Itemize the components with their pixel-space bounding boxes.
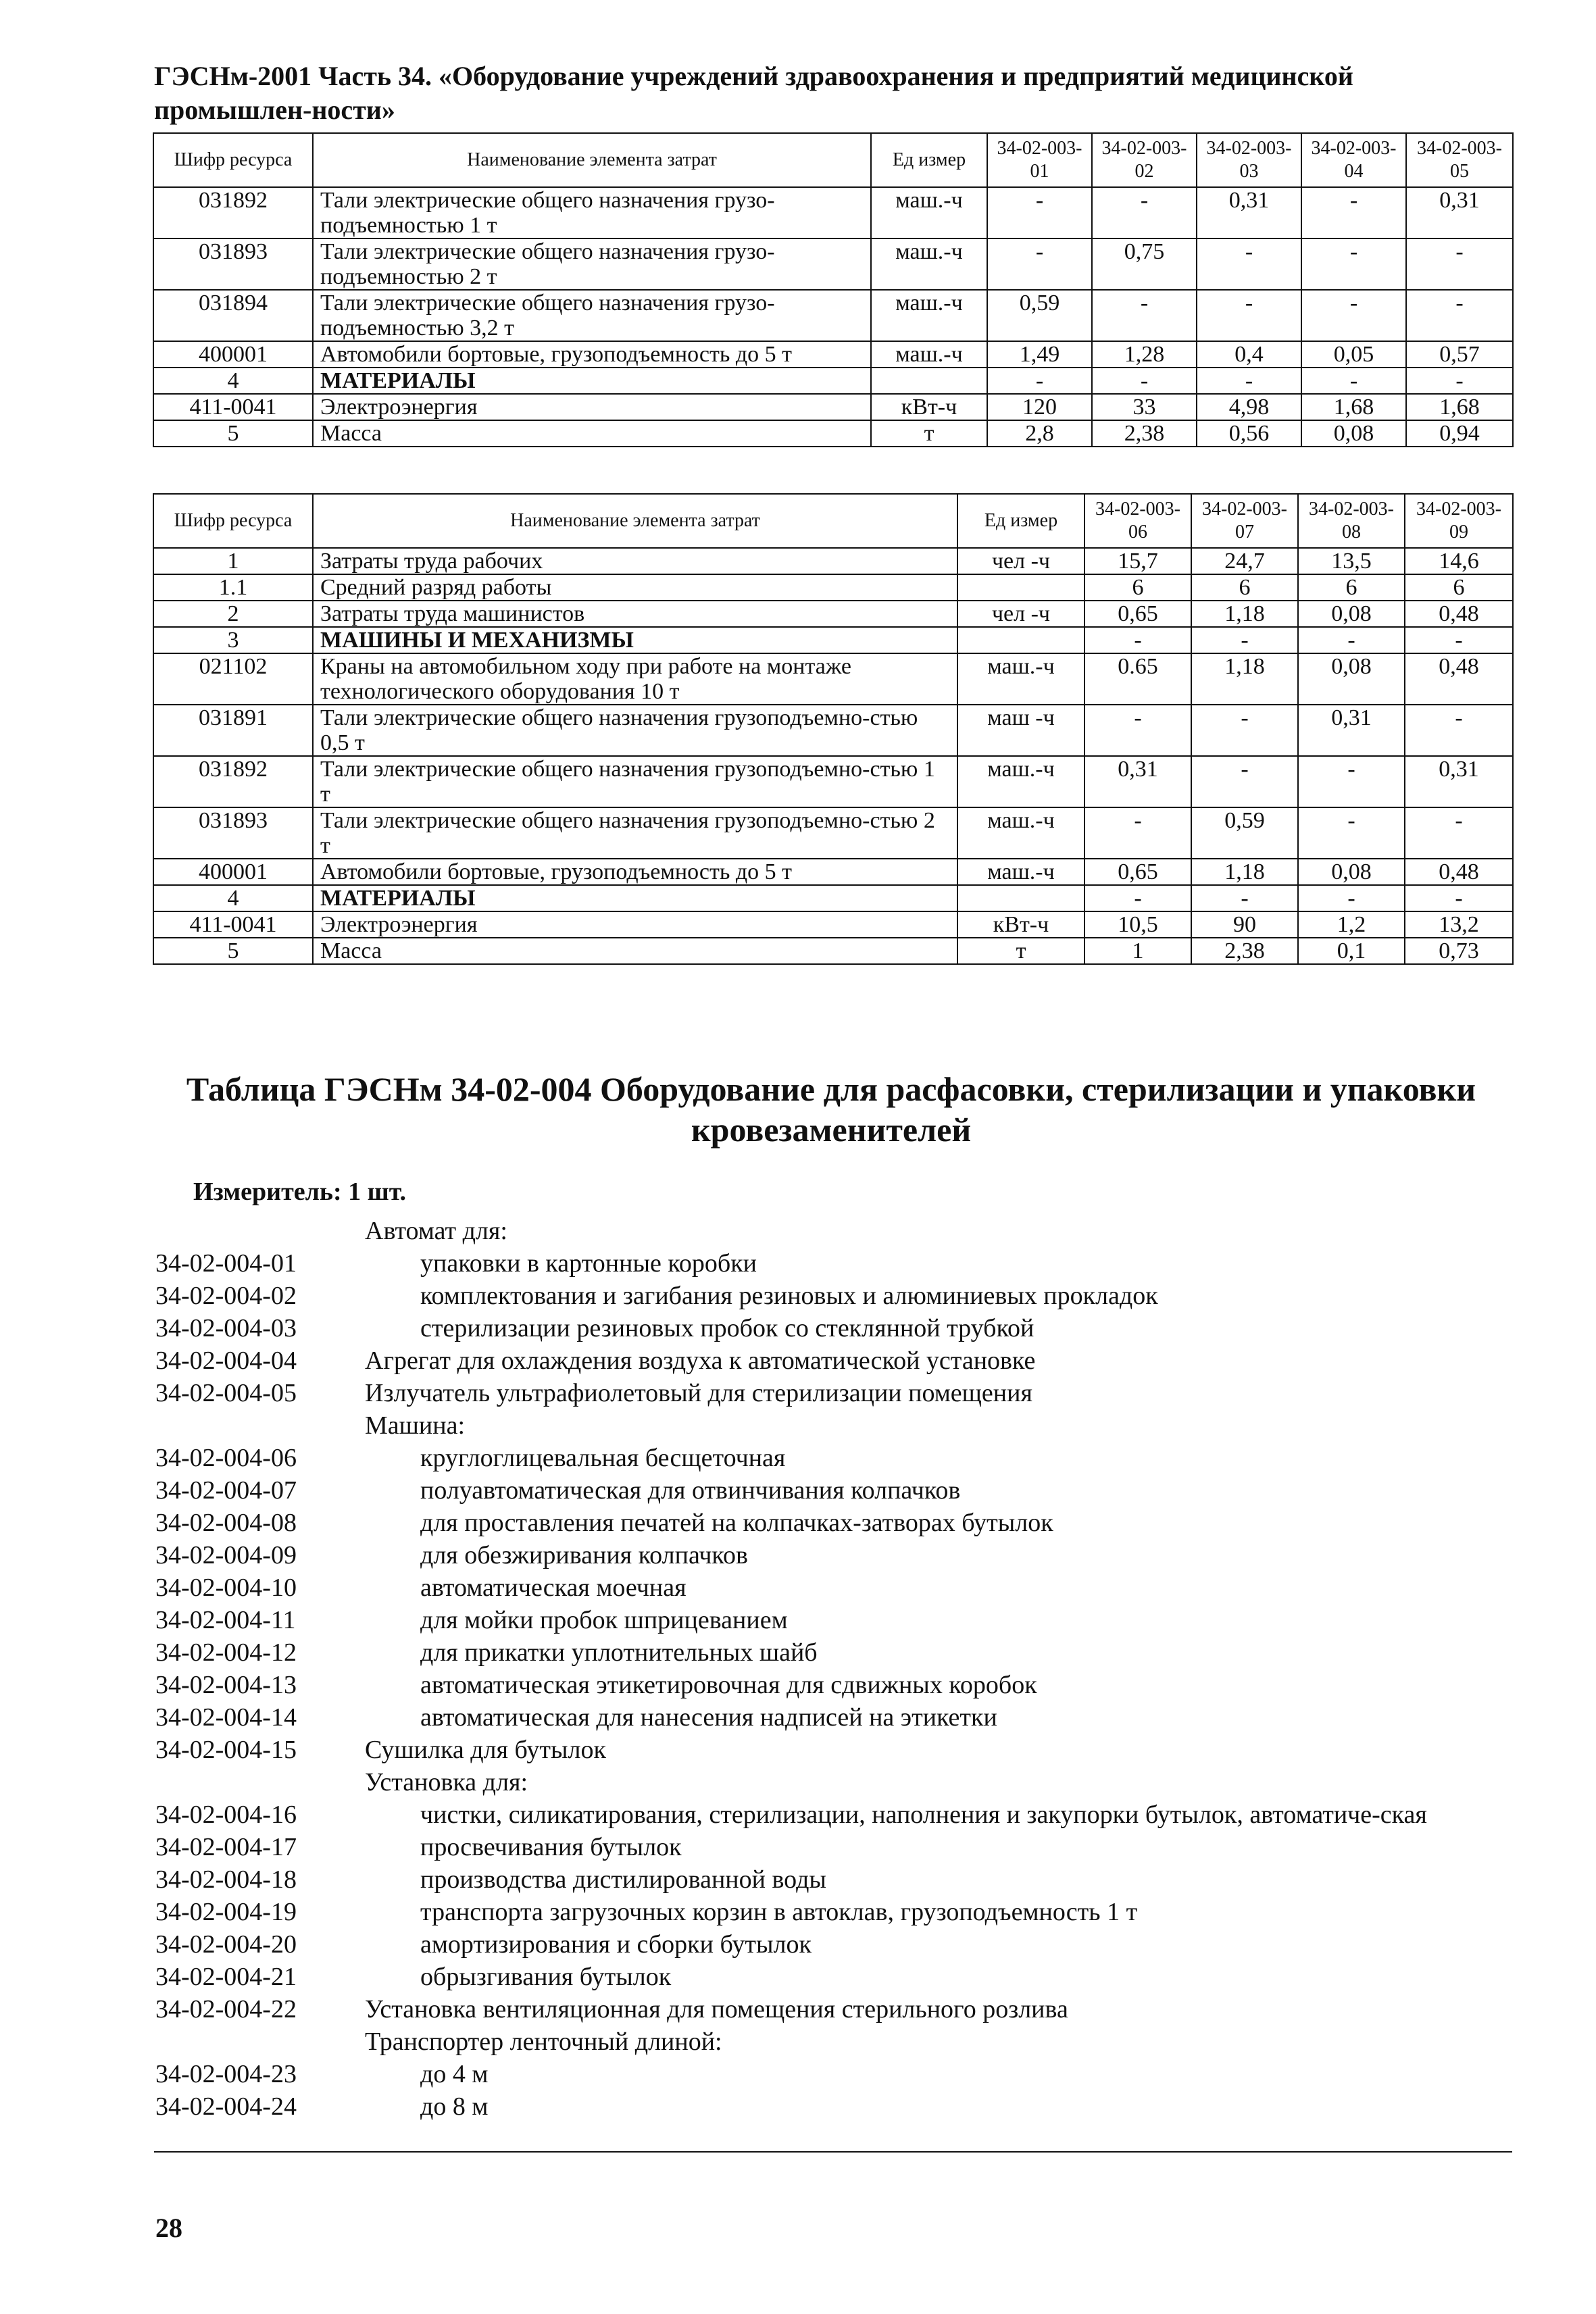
list-item: [155, 1409, 1514, 1442]
value-cell: 33: [1092, 394, 1197, 420]
list-item: [155, 2090, 1514, 2123]
item-text: упаковки в картонные коробки: [420, 1249, 757, 1278]
value-cell: 13,2: [1405, 911, 1513, 938]
item-code: 34-02-004-21: [155, 1963, 297, 1991]
unit-cell: [957, 574, 1084, 601]
item-text: производства дистилированной воды: [420, 1865, 826, 1894]
value-cell: 1,68: [1301, 394, 1406, 420]
list-item: [155, 1344, 1514, 1377]
value-cell: -: [1191, 885, 1298, 911]
resource-table-2: [153, 493, 1514, 965]
list-item: [155, 1312, 1514, 1344]
item-text: Установка вентиляционная для помещения стерильного розлива: [365, 1995, 1068, 2023]
item-text: до 8 м: [420, 2092, 489, 2121]
value-cell: 0,08: [1298, 859, 1405, 885]
resource-code-cell: 400001: [153, 341, 313, 368]
unit-cell: [957, 627, 1084, 653]
table-row: [153, 705, 1513, 756]
item-text: автоматическая этикетировочная для сдвижных коробок: [420, 1671, 1037, 1699]
unit-cell: маш.-ч: [871, 290, 987, 341]
header-cell: Ед измер: [957, 494, 1084, 548]
resource-name-cell: Затраты труда машинистов: [313, 601, 957, 627]
value-cell: 0.65: [1084, 653, 1191, 705]
value-cell: 1,68: [1406, 394, 1513, 420]
resource-code-cell: 2: [153, 601, 313, 627]
item-text: для проставления печатей на колпачках-затворах бутылок: [420, 1509, 1053, 1537]
item-text: Сушилка для бутылок: [365, 1736, 606, 1764]
table-row: [153, 885, 1513, 911]
value-cell: 0,65: [1084, 859, 1191, 885]
header-cell: 34-02-003-02: [1092, 133, 1197, 187]
item-code: 34-02-004-05: [155, 1379, 297, 1407]
item-code: 34-02-004-20: [155, 1930, 297, 1959]
list-item: [155, 1442, 1514, 1474]
unit-cell: маш.-ч: [957, 859, 1084, 885]
resource-code-cell: 031893: [153, 238, 313, 290]
item-code: 34-02-004-13: [155, 1671, 297, 1699]
list-item: [155, 1734, 1514, 1766]
value-cell: 6: [1298, 574, 1405, 601]
value-cell: 1,2: [1298, 911, 1405, 938]
resource-code-cell: 1: [153, 548, 313, 574]
value-cell: 1: [1084, 938, 1191, 964]
list-item: [155, 1377, 1514, 1409]
header-cell: Шифр ресурса: [153, 494, 313, 548]
value-cell: 6: [1405, 574, 1513, 601]
table-row: [153, 911, 1513, 938]
header-cell: 34-02-003-05: [1406, 133, 1513, 187]
resource-name-cell: Тали электрические общего назначения грузоподъемно-стью 1 т: [313, 756, 957, 807]
value-cell: 24,7: [1191, 548, 1298, 574]
table-row: [153, 368, 1513, 394]
item-code: 34-02-004-17: [155, 1833, 297, 1861]
list-item: [155, 1799, 1514, 1831]
header-cell: Наименование элемента затрат: [313, 133, 871, 187]
unit-cell: маш.-ч: [871, 238, 987, 290]
item-text: Машина:: [365, 1411, 466, 1440]
value-cell: -: [1191, 705, 1298, 756]
table-row: [153, 653, 1513, 705]
value-cell: 10,5: [1084, 911, 1191, 938]
resource-name-cell: Электроэнергия: [313, 911, 957, 938]
resource-code-cell: 031891: [153, 705, 313, 756]
bottom-rule: [154, 2151, 1512, 2153]
value-cell: -: [1405, 627, 1513, 653]
value-cell: 1,28: [1092, 341, 1197, 368]
resource-code-cell: 400001: [153, 859, 313, 885]
table-title: Таблица ГЭСНм 34-02-004 Оборудование для расфасовки, стерилизации и упаковки кровезаменителей: [186, 1070, 1476, 1149]
resource-name-cell: Тали электрические общего назначения грузо-подъемностью 2 т: [313, 238, 871, 290]
resource-name-cell: Затраты труда рабочих: [313, 548, 957, 574]
value-cell: 0,08: [1298, 653, 1405, 705]
header-cell: 34-02-003-07: [1191, 494, 1298, 548]
value-cell: -: [1191, 627, 1298, 653]
unit-cell: маш.-ч: [871, 341, 987, 368]
list-item: [155, 1863, 1514, 1896]
running-header: ГЭСНм-2001 Часть 34. «Оборудование учреждений здравоохранения и предприятий медицинской промышлен-ности»: [154, 61, 1353, 125]
resource-name-cell: МАШИНЫ И МЕХАНИЗМЫ: [313, 627, 957, 653]
list-item: [155, 1507, 1514, 1539]
unit-cell: чел -ч: [957, 548, 1084, 574]
item-text: просвечивания бутылок: [420, 1833, 682, 1861]
value-cell: 2,38: [1191, 938, 1298, 964]
list-item: [155, 1993, 1514, 2026]
item-code: 34-02-004-22: [155, 1995, 297, 2023]
item-code: 34-02-004-06: [155, 1444, 297, 1472]
header-cell: Шифр ресурса: [153, 133, 313, 187]
value-cell: 0,31: [1197, 187, 1301, 238]
value-cell: -: [1298, 756, 1405, 807]
value-cell: 0,56: [1197, 420, 1301, 447]
resource-code-cell: 031892: [153, 756, 313, 807]
unit-cell: т: [871, 420, 987, 447]
item-text: Излучатель ультрафиолетовый для стерилизации помещения: [365, 1379, 1032, 1407]
value-cell: 90: [1191, 911, 1298, 938]
resource-code-cell: 1.1: [153, 574, 313, 601]
value-cell: 0,73: [1405, 938, 1513, 964]
item-code: 34-02-004-14: [155, 1703, 297, 1732]
value-cell: -: [1197, 290, 1301, 341]
resource-name-cell: Автомобили бортовые, грузоподъемность до 5 т: [313, 859, 957, 885]
table-row: [153, 807, 1513, 859]
item-text: автоматическая для нанесения надписей на этикетки: [420, 1703, 997, 1732]
unit-cell: т: [957, 938, 1084, 964]
item-text: для обезжиривания колпачков: [420, 1541, 748, 1569]
item-text: полуавтоматическая для отвинчивания колпачков: [420, 1476, 961, 1505]
resource-name-cell: МАТЕРИАЛЫ: [313, 368, 871, 394]
table-row: [153, 290, 1513, 341]
value-cell: -: [1301, 290, 1406, 341]
list-item: [155, 1247, 1514, 1280]
list-item: [155, 1831, 1514, 1863]
resource-code-cell: 4: [153, 885, 313, 911]
item-text: Автомат для:: [365, 1217, 507, 1245]
resource-code-cell: 031893: [153, 807, 313, 859]
value-cell: -: [1298, 885, 1405, 911]
value-cell: 0,94: [1406, 420, 1513, 447]
item-text: автоматическая моечная: [420, 1574, 687, 1602]
resource-name-cell: Тали электрические общего назначения грузоподъемно-стью 0,5 т: [313, 705, 957, 756]
value-cell: 0,31: [1298, 705, 1405, 756]
value-cell: -: [1406, 290, 1513, 341]
table-row: [153, 574, 1513, 601]
item-code: 34-02-004-16: [155, 1801, 297, 1829]
list-item: [155, 1669, 1514, 1701]
value-cell: -: [987, 368, 1092, 394]
value-cell: -: [1084, 705, 1191, 756]
item-code: 34-02-004-09: [155, 1541, 297, 1569]
table-header-row: [153, 133, 1513, 187]
resource-code-cell: 5: [153, 420, 313, 447]
resource-code-cell: 411-0041: [153, 394, 313, 420]
value-cell: 0,65: [1084, 601, 1191, 627]
list-item: [155, 1928, 1514, 1961]
value-cell: 6: [1191, 574, 1298, 601]
value-cell: 1,49: [987, 341, 1092, 368]
measure-value: 1 шт.: [348, 1178, 407, 1206]
value-cell: 0,31: [1406, 187, 1513, 238]
value-cell: -: [1406, 368, 1513, 394]
resource-code-cell: 031894: [153, 290, 313, 341]
item-text: для мойки пробок шприцеванием: [420, 1606, 788, 1634]
header-cell: Наименование элемента затрат: [313, 494, 957, 548]
unit-cell: маш.-ч: [957, 653, 1084, 705]
value-cell: 0,59: [1191, 807, 1298, 859]
resource-code-cell: 021102: [153, 653, 313, 705]
item-text: Транспортер ленточный длиной:: [365, 2028, 722, 2056]
item-code: 34-02-004-08: [155, 1509, 297, 1537]
value-cell: 0,4: [1197, 341, 1301, 368]
resource-name-cell: Электроэнергия: [313, 394, 871, 420]
value-cell: -: [1191, 756, 1298, 807]
item-code: 34-02-004-12: [155, 1638, 297, 1667]
table-row: [153, 627, 1513, 653]
item-code: 34-02-004-03: [155, 1314, 297, 1342]
item-text: Установка для:: [365, 1768, 528, 1796]
item-code: 34-02-004-23: [155, 2060, 297, 2088]
value-cell: -: [1406, 238, 1513, 290]
value-cell: 0,48: [1405, 653, 1513, 705]
measure-line: [193, 1177, 406, 1207]
item-text: амортизирования и сборки бутылок: [420, 1930, 812, 1959]
list-item: [155, 1636, 1514, 1669]
list-item: [155, 1604, 1514, 1636]
value-cell: 0,31: [1084, 756, 1191, 807]
list-item: [155, 1474, 1514, 1507]
header-cell: 34-02-003-06: [1084, 494, 1191, 548]
table-row: [153, 420, 1513, 447]
table-header-row: [153, 494, 1513, 548]
list-item: [155, 1766, 1514, 1799]
item-code: 34-02-004-11: [155, 1606, 296, 1634]
table-row: [153, 601, 1513, 627]
item-code: 34-02-004-15: [155, 1736, 297, 1764]
table-row: [153, 859, 1513, 885]
item-code: 34-02-004-19: [155, 1898, 297, 1926]
item-code: 34-02-004-07: [155, 1476, 297, 1505]
value-cell: -: [1197, 368, 1301, 394]
resource-name-cell: Тали электрические общего назначения грузо-подъемностью 1 т: [313, 187, 871, 238]
value-cell: -: [1084, 885, 1191, 911]
item-text: обрызгивания бутылок: [420, 1963, 672, 1991]
item-text: транспорта загрузочных корзин в автоклав, грузоподъемность 1 т: [420, 1898, 1138, 1926]
value-cell: 0,48: [1405, 859, 1513, 885]
unit-cell: чел -ч: [957, 601, 1084, 627]
value-cell: 0,75: [1092, 238, 1197, 290]
resource-name-cell: Краны на автомобильном ходу при работе на монтаже технологического оборудования 10 т: [313, 653, 957, 705]
header-cell: 34-02-003-01: [987, 133, 1092, 187]
list-item: [155, 1280, 1514, 1312]
value-cell: 2,38: [1092, 420, 1197, 447]
value-cell: 0,08: [1301, 420, 1406, 447]
item-code: 34-02-004-10: [155, 1574, 297, 1602]
resource-code-cell: 3: [153, 627, 313, 653]
value-cell: -: [1405, 807, 1513, 859]
unit-cell: маш.-ч: [957, 756, 1084, 807]
resource-name-cell: Средний разряд работы: [313, 574, 957, 601]
list-item: [155, 2026, 1514, 2058]
value-cell: -: [1084, 627, 1191, 653]
value-cell: 1,18: [1191, 653, 1298, 705]
list-item: [155, 1571, 1514, 1604]
item-text: круглоглицевальная бесщеточная: [420, 1444, 786, 1472]
value-cell: -: [1301, 368, 1406, 394]
value-cell: -: [1298, 627, 1405, 653]
value-cell: 0,59: [987, 290, 1092, 341]
table-row: [153, 238, 1513, 290]
unit-cell: кВт-ч: [871, 394, 987, 420]
item-code: 34-02-004-24: [155, 2092, 297, 2121]
table-row: [153, 938, 1513, 964]
header-cell: 34-02-003-09: [1405, 494, 1513, 548]
value-cell: -: [1301, 187, 1406, 238]
value-cell: 0,05: [1301, 341, 1406, 368]
resource-name-cell: Масса: [313, 420, 871, 447]
value-cell: 4,98: [1197, 394, 1301, 420]
table-row: [153, 756, 1513, 807]
item-code: 34-02-004-01: [155, 1249, 297, 1278]
value-cell: 6: [1084, 574, 1191, 601]
unit-cell: маш.-ч: [871, 187, 987, 238]
item-code: 34-02-004-02: [155, 1282, 297, 1310]
item-text: стерилизации резиновых пробок со стеклянной трубкой: [420, 1314, 1034, 1342]
value-cell: 1,18: [1191, 859, 1298, 885]
header-cell: 34-02-003-03: [1197, 133, 1301, 187]
resource-name-cell: МАТЕРИАЛЫ: [313, 885, 957, 911]
value-cell: -: [1092, 187, 1197, 238]
unit-cell: маш.-ч: [957, 807, 1084, 859]
value-cell: -: [1092, 368, 1197, 394]
value-cell: -: [1298, 807, 1405, 859]
resource-name-cell: Тали электрические общего назначения грузо-подъемностью 3,2 т: [313, 290, 871, 341]
list-item: [155, 1215, 1514, 1247]
resource-code-cell: 031892: [153, 187, 313, 238]
item-text: для прикатки уплотнительных шайб: [420, 1638, 818, 1667]
measure-label: Измеритель:: [193, 1178, 342, 1206]
item-code: 34-02-004-04: [155, 1347, 297, 1375]
item-text: Агрегат для охлаждения воздуха к автоматической установке: [365, 1347, 1036, 1375]
value-cell: -: [1301, 238, 1406, 290]
value-cell: -: [1405, 705, 1513, 756]
list-item: [155, 1961, 1514, 1993]
table-row: [153, 341, 1513, 368]
value-cell: -: [987, 238, 1092, 290]
value-cell: 14,6: [1405, 548, 1513, 574]
value-cell: 15,7: [1084, 548, 1191, 574]
resource-name-cell: Автомобили бортовые, грузоподъемность до 5 т: [313, 341, 871, 368]
value-cell: 0,48: [1405, 601, 1513, 627]
item-code: 34-02-004-18: [155, 1865, 297, 1894]
value-cell: 1,18: [1191, 601, 1298, 627]
table-row: [153, 394, 1513, 420]
resource-code-cell: 4: [153, 368, 313, 394]
resource-table-1: [153, 132, 1514, 447]
resource-code-cell: 5: [153, 938, 313, 964]
table-row: [153, 187, 1513, 238]
value-cell: 2,8: [987, 420, 1092, 447]
value-cell: -: [1092, 290, 1197, 341]
item-text: до 4 м: [420, 2060, 489, 2088]
table-row: [153, 548, 1513, 574]
unit-cell: [957, 885, 1084, 911]
header-cell: Ед измер: [871, 133, 987, 187]
value-cell: 0,1: [1298, 938, 1405, 964]
value-cell: -: [1197, 238, 1301, 290]
value-cell: 0,57: [1406, 341, 1513, 368]
value-cell: -: [1405, 885, 1513, 911]
list-item: [155, 1896, 1514, 1928]
item-list: [155, 1215, 1514, 2123]
resource-name-cell: Тали электрические общего назначения грузоподъемно-стью 2 т: [313, 807, 957, 859]
value-cell: 0,31: [1405, 756, 1513, 807]
unit-cell: [871, 368, 987, 394]
resource-name-cell: Масса: [313, 938, 957, 964]
unit-cell: кВт-ч: [957, 911, 1084, 938]
item-text: комплектования и загибания резиновых и алюминиевых прокладок: [420, 1282, 1158, 1310]
resource-code-cell: 411-0041: [153, 911, 313, 938]
unit-cell: маш -ч: [957, 705, 1084, 756]
header-cell: 34-02-003-04: [1301, 133, 1406, 187]
value-cell: -: [987, 187, 1092, 238]
value-cell: 120: [987, 394, 1092, 420]
list-item: [155, 1539, 1514, 1571]
value-cell: 13,5: [1298, 548, 1405, 574]
list-item: [155, 1701, 1514, 1734]
page-number: 28: [155, 2213, 182, 2243]
value-cell: 0,08: [1298, 601, 1405, 627]
item-text: чистки, силикатирования, стерилизации, наполнения и закупорки бутылок, автоматиче-ская: [420, 1801, 1427, 1829]
list-item: [155, 2058, 1514, 2090]
value-cell: -: [1084, 807, 1191, 859]
header-cell: 34-02-003-08: [1298, 494, 1405, 548]
